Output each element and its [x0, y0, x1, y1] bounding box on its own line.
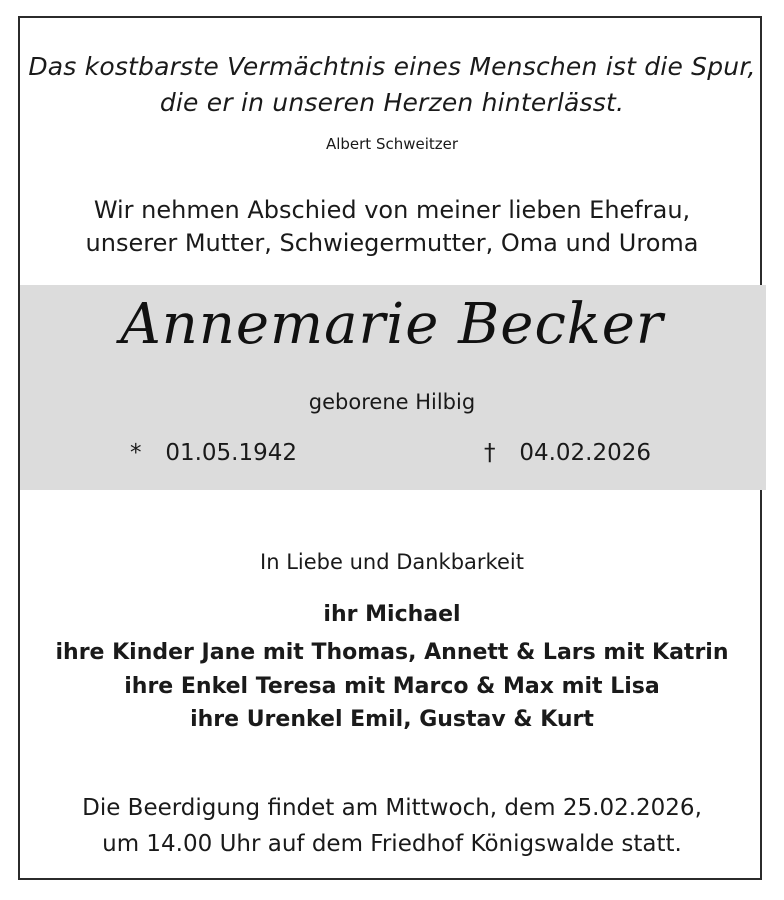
closing-text: In Liebe und Dankbarkeit: [260, 550, 524, 574]
funeral-line-2: um 14.00 Uhr auf dem Friedhof Königswalde statt.: [102, 831, 682, 857]
birth-date: 01.05.1942: [165, 440, 298, 466]
funeral-line-1: Die Beerdigung findet am Mittwoch, dem 25.02.2026,: [82, 795, 702, 821]
family-line-2: ihre Kinder Jane mit Thomas, Annett & Lars mit Katrin: [55, 640, 729, 665]
family-line-4: ihre Urenkel Emil, Gustav & Kurt: [190, 707, 594, 732]
quote-line-1: Das kostbarste Vermächtnis eines Menschen ist die Spur,: [28, 52, 756, 81]
intro-line-1: Wir nehmen Abschied von meiner lieben Ehefrau,: [93, 196, 691, 224]
death-date-line: [484, 440, 651, 466]
birth-name: geborene Hilbig: [308, 390, 476, 414]
quote-line-2: die er in unseren Herzen hinterlässt.: [159, 88, 625, 117]
birth-date-line: [130, 440, 297, 466]
intro-line-2: unserer Mutter, Schwiegermutter, Oma und Uroma: [85, 229, 699, 257]
birth-symbol: *: [130, 440, 142, 466]
family-line-3: ihre Enkel Teresa mit Marco & Max mit Lisa: [124, 674, 660, 699]
quote-author: Albert Schweitzer: [325, 135, 459, 153]
deceased-name: Annemarie Becker: [120, 292, 664, 357]
death-symbol: †: [484, 440, 496, 466]
family-line-1: ihr Michael: [323, 602, 461, 627]
death-date: 04.02.2026: [519, 440, 652, 466]
